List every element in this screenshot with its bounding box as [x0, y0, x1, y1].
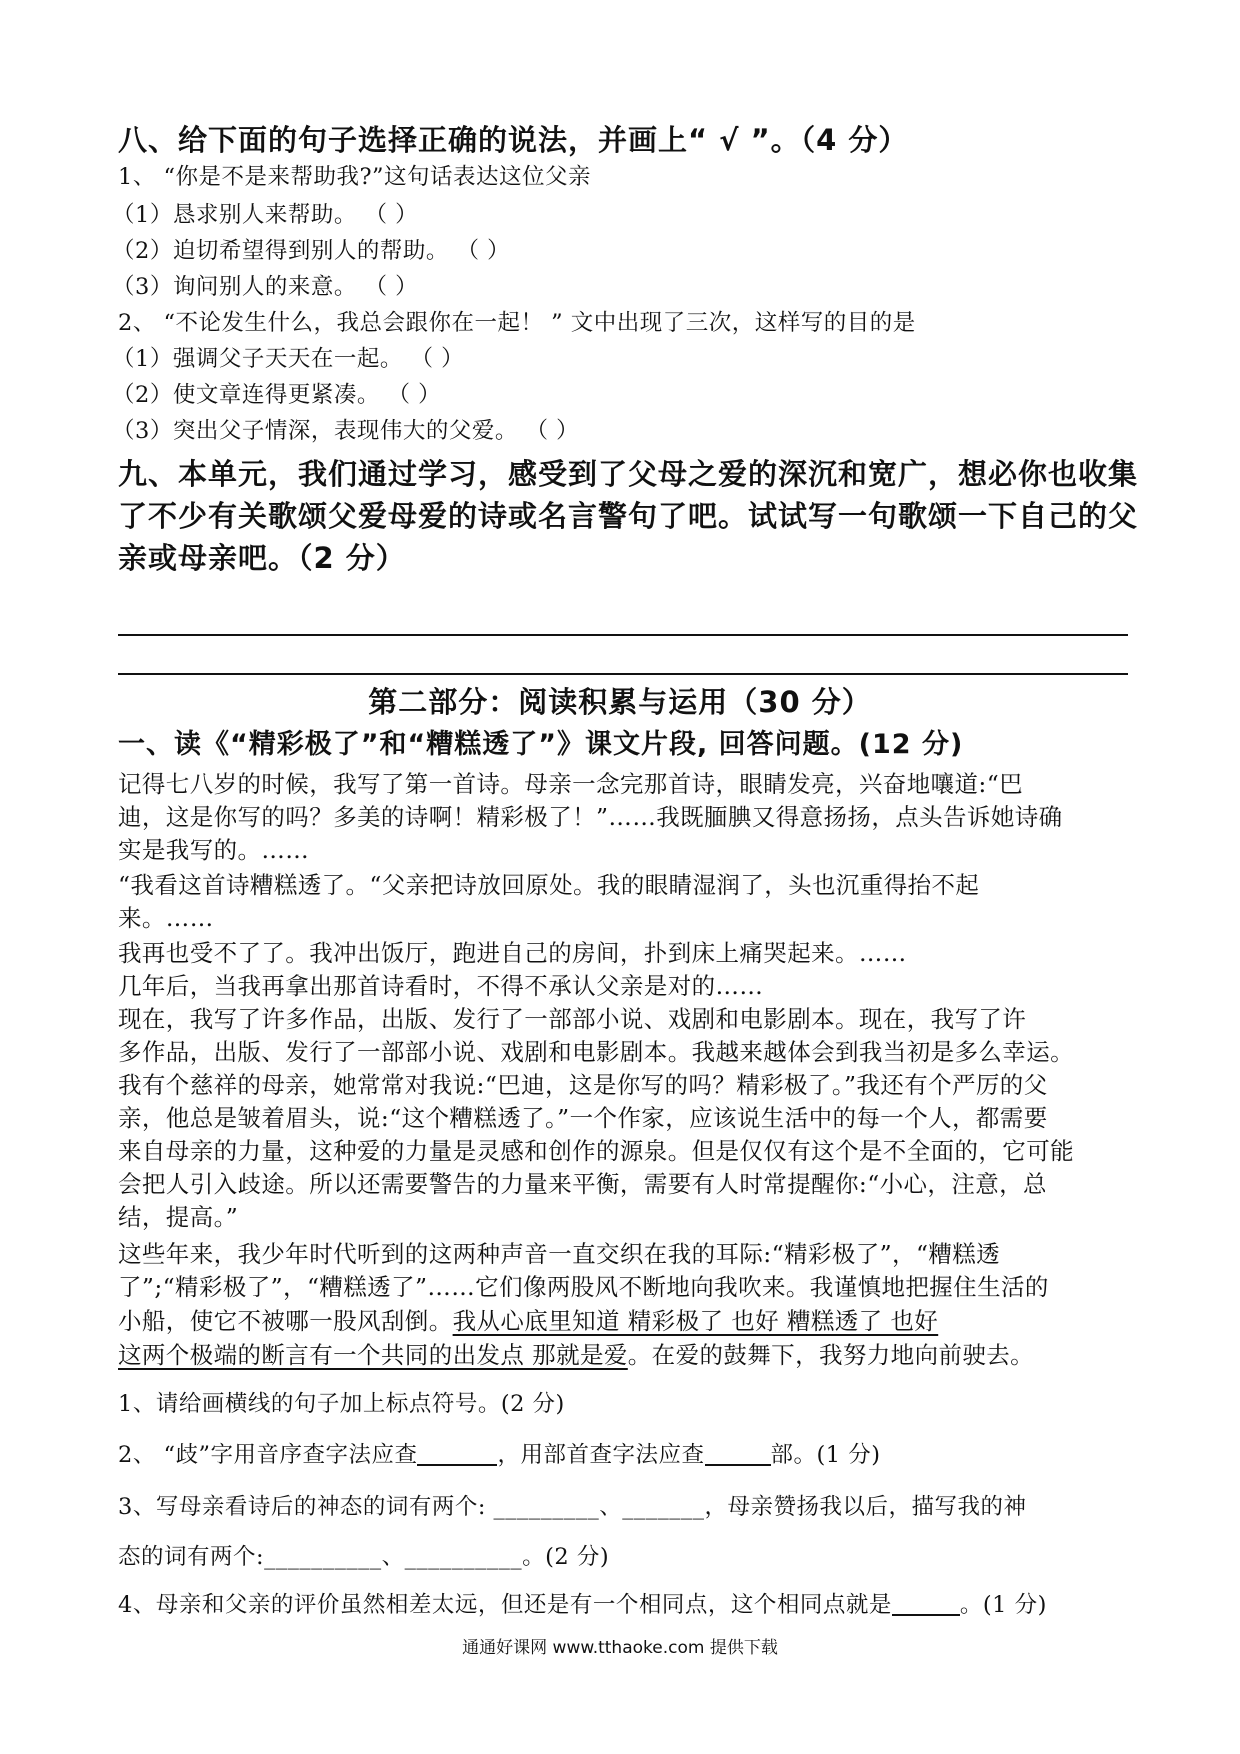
reading-q4-text: 4、母亲和父亲的评价虽然相差太远，但还是有一个相同点，这个相同点就是 [118, 1592, 892, 1618]
q8-1-option-3[interactable]: （3）询问别人的来意。 （ ） [112, 274, 419, 300]
reading-q2-text: 部。(1 分) [770, 1442, 881, 1468]
answer-blank[interactable] [705, 1442, 771, 1467]
answer-line[interactable] [118, 634, 1128, 636]
passage-line: 结，提高。” [118, 1203, 239, 1231]
passage-line: 现在，我写了许多作品，出版、发行了一部部小说、戏剧和电影剧本。现在，我写了许 [118, 1005, 1027, 1033]
footer-watermark: 通通好课网 www.tthaoke.com 提供下载 [462, 1638, 778, 1658]
reading-q1: 1、请给画横线的句子加上标点符号。(2 分) [118, 1391, 565, 1417]
passage-line: 我再也受不了了。我冲出饭厅，跑进自己的房间，扑到床上痛哭起来。…… [118, 939, 907, 967]
underlined-sentence: 我从心底里知道 精彩极了 也好 糟糕透了 也好 [452, 1307, 939, 1335]
q8-2-option-3[interactable]: （3）突出父子情深，表现伟大的父爱。 （ ） [112, 418, 580, 444]
passage-line: “我看这首诗糟糕透了。“父亲把诗放回原处。我的眼睛湿润了，头也沉重得抬不起 [118, 871, 980, 899]
q8-1-stem: 1、 “你是不是来帮助我?”这句话表达这位父亲 [118, 164, 592, 190]
q8-2-option-1[interactable]: （1）强调父子天天在一起。 （ ） [112, 346, 465, 372]
q8-1-option-2[interactable]: （2）迫切希望得到别人的帮助。 （ ） [112, 238, 511, 264]
section-8-heading: 八、给下面的句子选择正确的说法，并画上“ √ ”。（4 分） [118, 123, 909, 157]
section-9-heading-line-3: 亲或母亲吧。（2 分） [118, 541, 406, 575]
reading-q3-line-1[interactable]: 3、写母亲看诗后的神态的词有两个: _________、_______，母亲赞扬我以后，描写我的神 [118, 1494, 1027, 1520]
reading-q2-text: 2、 “歧”字用音序查字法应查 [118, 1442, 418, 1468]
passage-line: 我有个慈祥的母亲，她常常对我说:“巴迪，这是你写的吗？精彩极了。”我还有个严厉的父 [118, 1071, 1048, 1099]
section-divider [118, 673, 1128, 675]
underlined-sentence: 这两个极端的断言有一个共同的出发点 那就是爱 [118, 1341, 628, 1369]
passage-text: 小船，使它不被哪一股风刮倒。 [118, 1307, 453, 1335]
passage-text: 。在爱的鼓舞下，我努力地向前驶去。 [627, 1341, 1035, 1369]
section-9-heading-line-2: 了不少有关歌颂父爱母爱的诗或名言警句了吧。试试写一句歌颂一下自己的父 [118, 499, 1139, 533]
reading-q2 [118, 1437, 881, 1469]
passage-line: 亲，他总是皱着眉头，说:“这个糟糕透了。”一个作家，应该说生活中的每一个人，都需要 [118, 1104, 1048, 1132]
passage-line: 记得七八岁的时候，我写了第一首诗。母亲一念完那首诗，眼睛发亮，兴奋地嚷道:“巴 [118, 770, 1024, 798]
reading-q2-text: ，用部首查字法应查 [497, 1442, 705, 1468]
passage-line [118, 1302, 938, 1336]
q8-2-stem: 2、 “不论发生什么，我总会跟你在一起！ ” 文中出现了三次，这样写的目的是 [118, 310, 916, 336]
section-9-heading-line-1: 九、本单元，我们通过学习，感受到了父母之爱的深沉和宽广，想必你也收集 [118, 457, 1139, 491]
part-2-title: 第二部分：阅读积累与运用（30 分） [368, 685, 872, 719]
reading-q4-text: 。(1 分) [959, 1592, 1047, 1618]
reading-q3-line-2[interactable]: 态的词有两个:__________、__________。(2 分) [118, 1544, 610, 1570]
passage-line [118, 1336, 1034, 1370]
answer-blank[interactable] [892, 1592, 960, 1617]
passage-line: 会把人引入歧途。所以还需要警告的力量来平衡，需要有人时常提醒你:“小心，注意，总 [118, 1170, 1047, 1198]
answer-blank[interactable] [417, 1442, 497, 1467]
passage-line: 实是我写的。…… [118, 836, 310, 864]
passage-line: 迪，这是你写的吗？多美的诗啊！精彩极了！”……我既腼腆又得意扬扬，点头告诉她诗确 [118, 803, 1063, 831]
reading-question-heading: 一、读《“精彩极了”和“糟糕透了”》课文片段, 回答问题。(12 分) [118, 729, 964, 760]
q8-1-option-1[interactable]: （1）恳求别人来帮助。 （ ） [112, 202, 419, 228]
q8-2-option-2[interactable]: （2）使文章连得更紧凑。 （ ） [112, 382, 442, 408]
passage-line: 几年后，当我再拿出那首诗看时，不得不承认父亲是对的…… [118, 972, 764, 1000]
passage-line: 来。…… [118, 904, 214, 932]
reading-q4 [118, 1587, 1047, 1619]
passage-line: 这些年来，我少年时代听到的这两种声音一直交织在我的耳际:“精彩极了”，“糟糕透 [118, 1240, 1001, 1268]
passage-line: 来自母亲的力量，这种爱的力量是灵感和创作的源泉。但是仅仅有这个是不全面的，它可能 [118, 1137, 1074, 1165]
passage-line: 多作品，出版、发行了一部部小说、戏剧和电影剧本。我越来越体会到我当初是多么幸运。 [118, 1038, 1074, 1066]
passage-line: 了”;“精彩极了”，“糟糕透了”……它们像两股风不断地向我吹来。我谨慎地把握住生活的 [118, 1273, 1049, 1301]
